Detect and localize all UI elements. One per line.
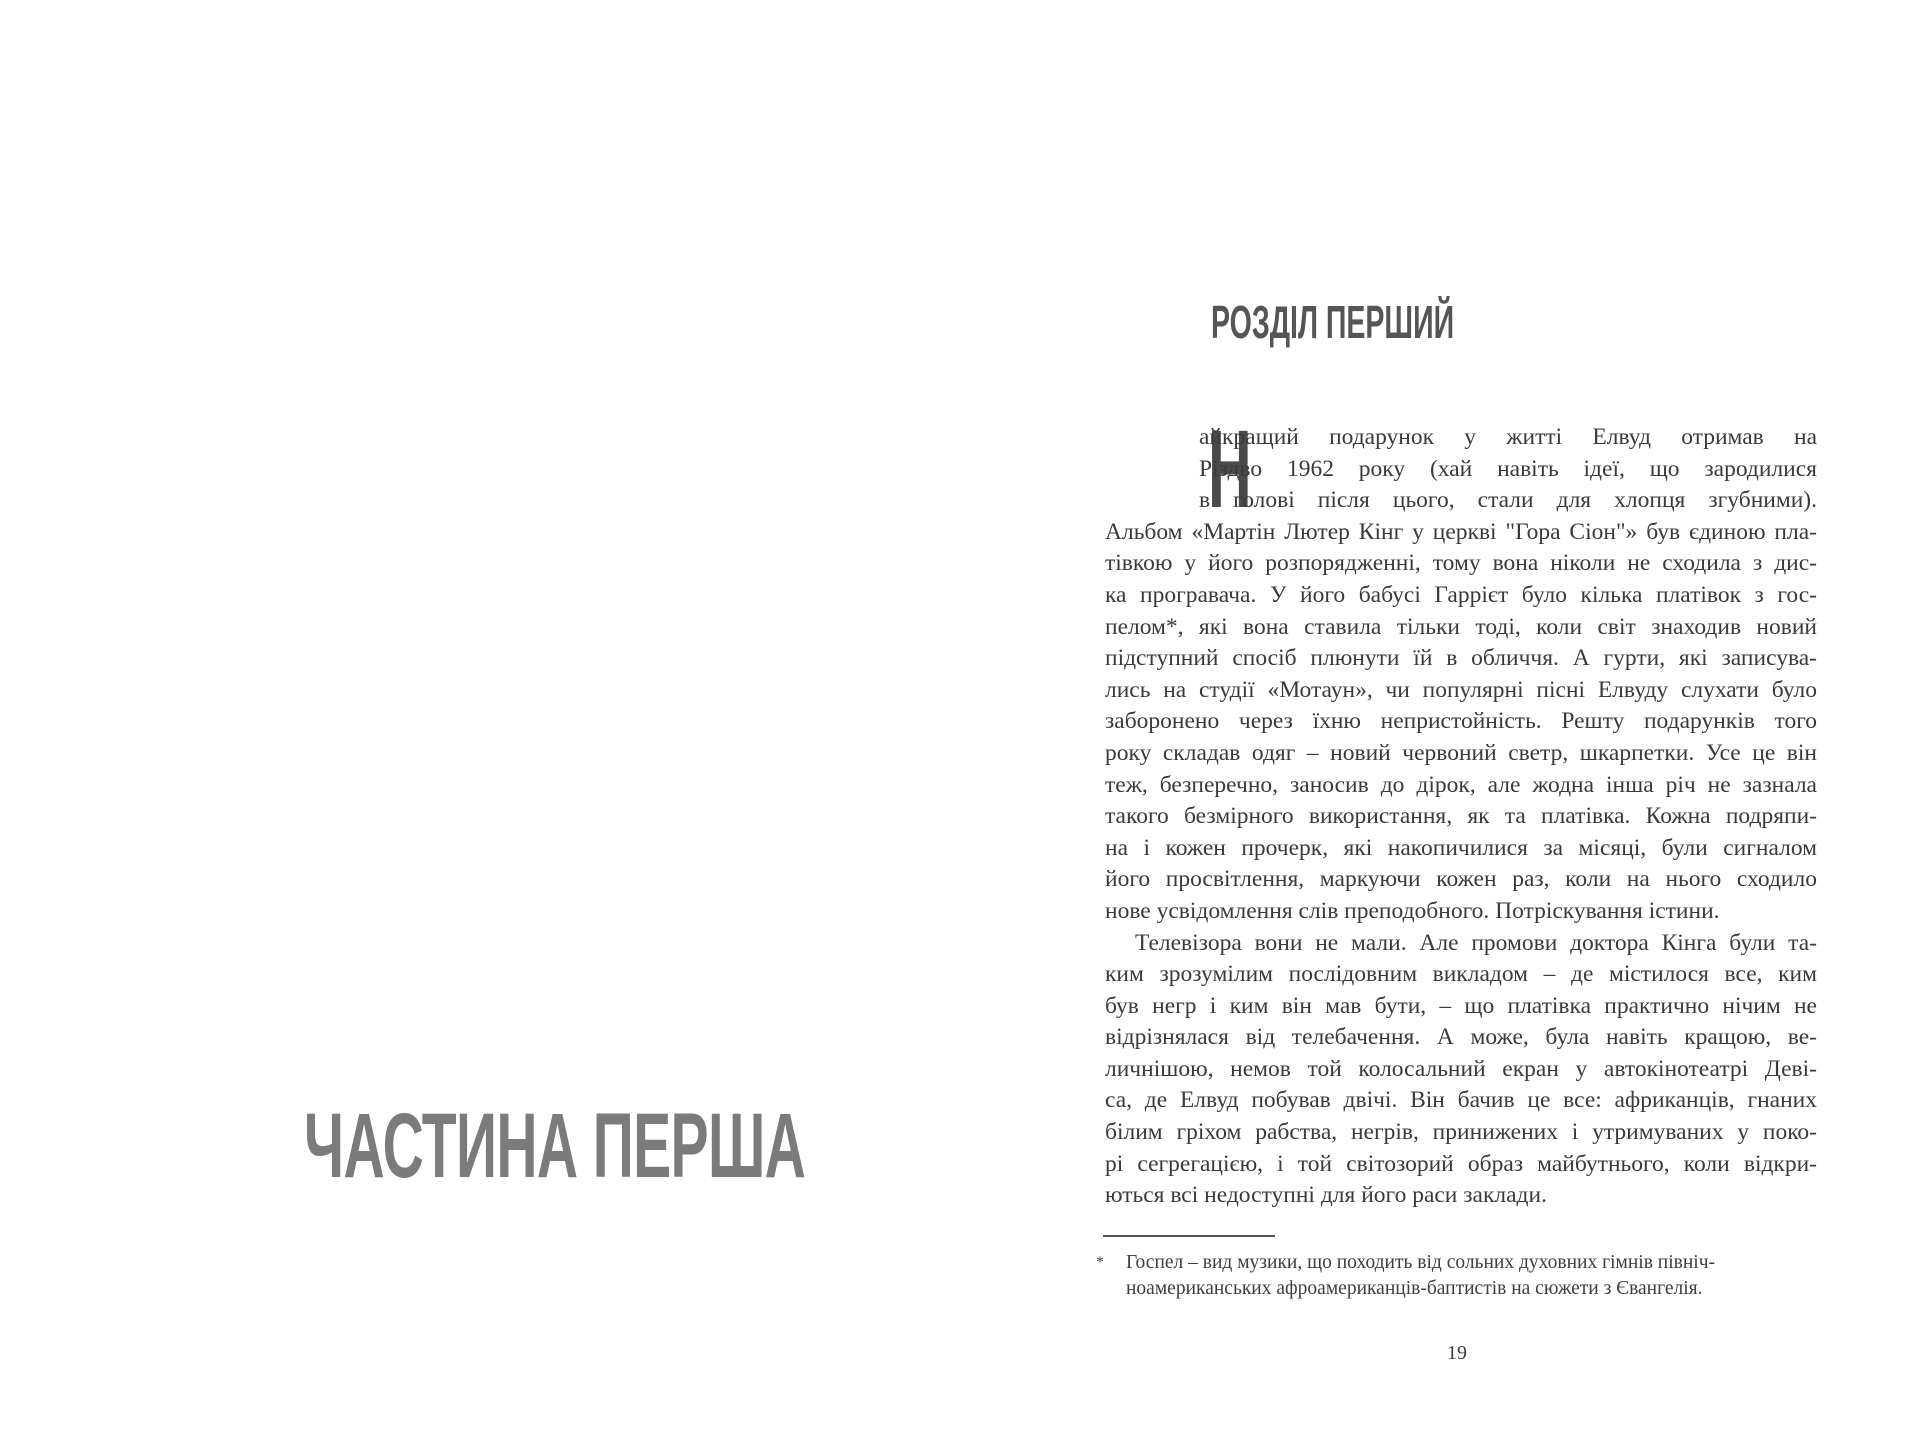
footnote-line: ноамериканських афроамериканців-баптистів на сюжети з Євангелія.: [1126, 1278, 1703, 1299]
paragraph-1: [1105, 408, 1817, 928]
text-line: рі сегрегацією, і той світозорий образ майбутнього, коли відкри-: [1105, 1150, 1817, 1177]
text-line: року складав одяг – новий червоний светр, шкарпетки. Усе це він: [1105, 739, 1817, 766]
text-line: нове усвідомлення слів преподобного. Потріскування істини.: [1105, 897, 1720, 924]
text-line: теж, безперечно, заносив до дірок, але жодна інша річ не зазнала: [1105, 771, 1817, 798]
text-line: Телевізора вони не мали. Але промови доктора Кінга були та-: [1135, 929, 1817, 956]
drop-cap: Н: [1208, 408, 1252, 531]
text-line: айкращий подарунок у житті Елвуд отримав на: [1199, 424, 1817, 450]
text-line: підступний спосіб плюнути їй в обличчя. А гурти, які записува-: [1105, 645, 1817, 672]
text-line: був негр і ким він мав бути, – що платівка практично нічим не: [1105, 992, 1817, 1019]
text-line: ються всі недоступні для його раси заклади.: [1105, 1182, 1547, 1209]
footnote-body: [1126, 1250, 1820, 1302]
body-text: [1105, 408, 1817, 1212]
text-line: лись на студії «Мотаун», чи популярні пісні Елвуду слухати було: [1105, 676, 1817, 703]
footnote-divider: [1103, 1235, 1275, 1237]
text-line: тівкою у його розпорядженні, тому вона ніколи не сходила з дис-: [1105, 550, 1817, 577]
text-line: заборонено через їхню непристойність. Решту подарунків того: [1105, 708, 1817, 735]
page-number: 19: [1447, 1342, 1467, 1364]
text-line: ка програвача. У його бабусі Гаррієт було кілька платівок з гос-: [1105, 581, 1817, 608]
text-line: Альбом «Мартін Лютер Кінг у церкві "Гора Сіон"» був єдиною пла-: [1105, 518, 1817, 545]
text-line: са, де Елвуд побував двічі. Він бачив це все: африканців, гнаних: [1105, 1087, 1817, 1114]
text-line: пелом*, які вона ставила тільки тоді, коли світ знаходив новий: [1105, 613, 1817, 640]
text-line: на і кожен прочерк, які накопичилися за місяці, були сигналом: [1105, 834, 1817, 861]
text-line: його просвітлення, маркуючи кожен раз, коли на нього сходило: [1105, 866, 1817, 893]
text-line: білим гріхом рабства, негрів, принижених і утримуваних у поко-: [1105, 1119, 1817, 1146]
chapter-title: РОЗДІЛ ПЕРШИЙ: [1211, 296, 1455, 348]
part-title: ЧАСТИНА ПЕРША: [304, 1095, 806, 1197]
text-line: в голові після цього, стали для хлопця згубними).: [1199, 487, 1817, 514]
text-line: відрізнялася від телебачення. А може, була навіть кращою, ве-: [1105, 1024, 1817, 1051]
paragraph-2: [1105, 928, 1817, 1212]
footnote: [1096, 1250, 1820, 1302]
text-line: Різдво 1962 року (хай навіть ідеї, що зародилися: [1199, 455, 1817, 482]
footnote-line: Госпел – вид музики, що походить від сольних духовних гімнів північ-: [1126, 1252, 1716, 1273]
footnote-marker: *: [1096, 1254, 1104, 1271]
text-line: личнішою, немов той колосальний екран у автокінотеатрі Деві-: [1105, 1055, 1817, 1082]
text-line: такого безмірного використання, як та платівка. Кожна подряпи-: [1105, 803, 1817, 830]
text-line: ким зрозумілим послідовним викладом – де містилося все, ким: [1105, 961, 1817, 988]
